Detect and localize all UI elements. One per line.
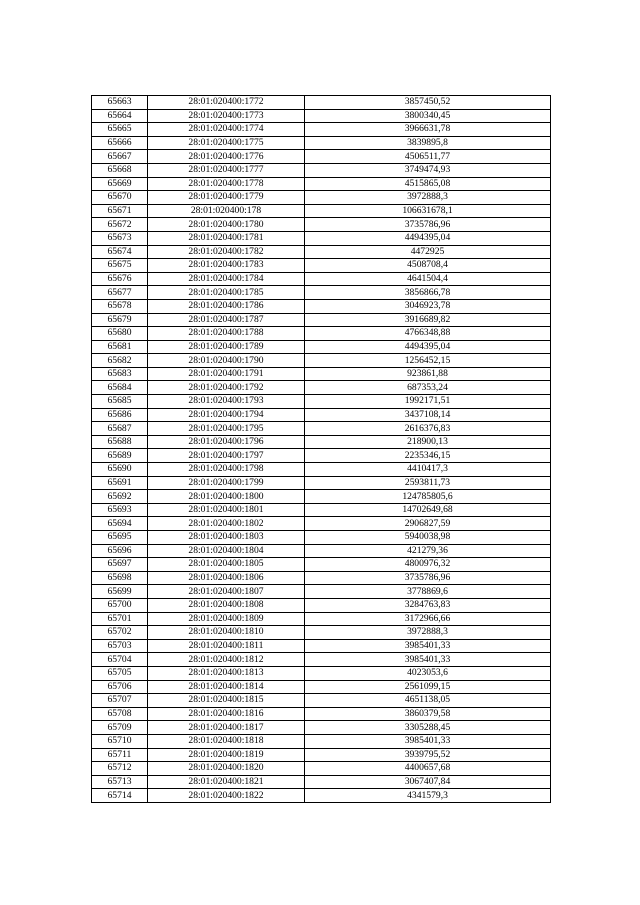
row-number-cell: 65672 [92,218,148,232]
value-cell: 3856866,78 [305,286,551,300]
table-row [92,571,551,585]
value-cell: 2235346,15 [305,449,551,463]
table-row [92,463,551,477]
value-cell: 4410417,3 [305,463,551,477]
cadastral-number-cell: 28:01:020400:1791 [148,367,305,381]
table-row [92,218,551,232]
cadastral-number-cell: 28:01:020400:1774 [148,123,305,137]
cadastral-number-cell: 28:01:020400:1775 [148,136,305,150]
value-cell: 4341579,3 [305,789,551,803]
row-number-cell: 65668 [92,163,148,177]
value-cell: 3749474,93 [305,163,551,177]
table-row [92,666,551,680]
value-cell: 4800976,32 [305,558,551,572]
row-number-cell: 65686 [92,408,148,422]
table-row [92,245,551,259]
value-cell: 3437108,14 [305,408,551,422]
row-number-cell: 65678 [92,299,148,313]
table-row [92,558,551,572]
cadastral-number-cell: 28:01:020400:1793 [148,395,305,409]
value-cell: 4766348,88 [305,327,551,341]
row-number-cell: 65706 [92,680,148,694]
cadastral-number-cell: 28:01:020400:1773 [148,109,305,123]
cadastral-number-cell: 28:01:020400:1776 [148,150,305,164]
table-row [92,395,551,409]
value-cell: 3839895,8 [305,136,551,150]
row-number-cell: 65690 [92,463,148,477]
value-cell: 3966631,78 [305,123,551,137]
value-cell: 4508708,4 [305,259,551,273]
cadastral-number-cell: 28:01:020400:1785 [148,286,305,300]
cadastral-number-cell: 28:01:020400:1779 [148,191,305,205]
cadastral-number-cell: 28:01:020400:1794 [148,408,305,422]
row-number-cell: 65701 [92,612,148,626]
table-row [92,340,551,354]
cadastral-number-cell: 28:01:020400:1822 [148,789,305,803]
table-row [92,544,551,558]
table-row [92,748,551,762]
cadastral-number-cell: 28:01:020400:1783 [148,259,305,273]
table-row [92,639,551,653]
table-row [92,680,551,694]
cadastral-number-cell: 28:01:020400:1780 [148,218,305,232]
value-cell: 4494395,04 [305,340,551,354]
table-row [92,449,551,463]
table-row [92,422,551,436]
cadastral-number-cell: 28:01:020400:1804 [148,544,305,558]
table-row [92,653,551,667]
value-cell: 3985401,33 [305,639,551,653]
cadastral-number-cell: 28:01:020400:1802 [148,517,305,531]
value-cell: 3735786,96 [305,571,551,585]
value-cell: 2593811,73 [305,476,551,490]
table-row [92,96,551,110]
row-number-cell: 65670 [92,191,148,205]
cadastral-number-cell: 28:01:020400:1805 [148,558,305,572]
cadastral-number-cell: 28:01:020400:1789 [148,340,305,354]
row-number-cell: 65703 [92,639,148,653]
cadastral-number-cell: 28:01:020400:1788 [148,327,305,341]
cadastral-number-cell: 28:01:020400:1819 [148,748,305,762]
cadastral-number-cell: 28:01:020400:1786 [148,299,305,313]
row-number-cell: 65711 [92,748,148,762]
data-table [91,95,551,803]
table-row [92,721,551,735]
cadastral-number-cell: 28:01:020400:1808 [148,598,305,612]
cadastral-number-cell: 28:01:020400:1801 [148,503,305,517]
cadastral-number-cell: 28:01:020400:1777 [148,163,305,177]
row-number-cell: 65671 [92,204,148,218]
value-cell: 687353,24 [305,381,551,395]
value-cell: 3778869,6 [305,585,551,599]
table-row [92,694,551,708]
cadastral-number-cell: 28:01:020400:1814 [148,680,305,694]
table-row [92,150,551,164]
row-number-cell: 65692 [92,490,148,504]
cadastral-number-cell: 28:01:020400:1795 [148,422,305,436]
cadastral-number-cell: 28:01:020400:1787 [148,313,305,327]
cadastral-number-cell: 28:01:020400:1813 [148,666,305,680]
row-number-cell: 65699 [92,585,148,599]
table-row [92,531,551,545]
value-cell: 4494395,04 [305,231,551,245]
value-cell: 218900,13 [305,435,551,449]
value-cell: 106631678,1 [305,204,551,218]
row-number-cell: 65689 [92,449,148,463]
value-cell: 3284763,83 [305,598,551,612]
value-cell: 3985401,33 [305,653,551,667]
row-number-cell: 65702 [92,626,148,640]
table-row [92,367,551,381]
table-row [92,789,551,803]
row-number-cell: 65705 [92,666,148,680]
cadastral-number-cell: 28:01:020400:1781 [148,231,305,245]
value-cell: 3046923,78 [305,299,551,313]
cadastral-number-cell: 28:01:020400:1818 [148,734,305,748]
cadastral-number-cell: 28:01:020400:1798 [148,463,305,477]
table-row [92,231,551,245]
cadastral-number-cell: 28:01:020400:1790 [148,354,305,368]
value-cell: 923861,88 [305,367,551,381]
table-row [92,354,551,368]
cadastral-number-cell: 28:01:020400:1803 [148,531,305,545]
cadastral-number-cell: 28:01:020400:1772 [148,96,305,110]
table-row [92,299,551,313]
table-row [92,286,551,300]
row-number-cell: 65674 [92,245,148,259]
table-row [92,626,551,640]
value-cell: 3860379,58 [305,707,551,721]
value-cell: 1992171,51 [305,395,551,409]
value-cell: 4515865,08 [305,177,551,191]
row-number-cell: 65708 [92,707,148,721]
table-row [92,191,551,205]
cadastral-number-cell: 28:01:020400:1816 [148,707,305,721]
table-row [92,476,551,490]
row-number-cell: 65710 [92,734,148,748]
cadastral-number-cell: 28:01:020400:1784 [148,272,305,286]
row-number-cell: 65673 [92,231,148,245]
table-row [92,177,551,191]
value-cell: 2616376,83 [305,422,551,436]
document-page [91,95,550,803]
value-cell: 124785805,6 [305,490,551,504]
row-number-cell: 65697 [92,558,148,572]
cadastral-number-cell: 28:01:020400:1812 [148,653,305,667]
value-cell: 1256452,15 [305,354,551,368]
cadastral-number-cell: 28:01:020400:1782 [148,245,305,259]
table-row [92,272,551,286]
table-row [92,163,551,177]
table-row [92,204,551,218]
value-cell: 3916689,82 [305,313,551,327]
row-number-cell: 65709 [92,721,148,735]
row-number-cell: 65693 [92,503,148,517]
cadastral-number-cell: 28:01:020400:1820 [148,762,305,776]
cadastral-number-cell: 28:01:020400:1800 [148,490,305,504]
table-row [92,612,551,626]
value-cell: 5940038,98 [305,531,551,545]
row-number-cell: 65685 [92,395,148,409]
value-cell: 4400657,68 [305,762,551,776]
value-cell: 421279,36 [305,544,551,558]
cadastral-number-cell: 28:01:020400:178 [148,204,305,218]
cadastral-number-cell: 28:01:020400:1821 [148,775,305,789]
table-row [92,123,551,137]
row-number-cell: 65707 [92,694,148,708]
row-number-cell: 65682 [92,354,148,368]
row-number-cell: 65713 [92,775,148,789]
table-row [92,707,551,721]
value-cell: 4651138,05 [305,694,551,708]
value-cell: 14702649,68 [305,503,551,517]
cadastral-number-cell: 28:01:020400:1807 [148,585,305,599]
row-number-cell: 65704 [92,653,148,667]
row-number-cell: 65691 [92,476,148,490]
row-number-cell: 65684 [92,381,148,395]
table-row [92,734,551,748]
value-cell: 3305288,45 [305,721,551,735]
table-row [92,408,551,422]
table-row [92,762,551,776]
table-row [92,313,551,327]
cadastral-number-cell: 28:01:020400:1797 [148,449,305,463]
value-cell: 4641504,4 [305,272,551,286]
row-number-cell: 65664 [92,109,148,123]
row-number-cell: 65681 [92,340,148,354]
cadastral-number-cell: 28:01:020400:1817 [148,721,305,735]
value-cell: 4023053,6 [305,666,551,680]
table-row [92,136,551,150]
table-row [92,327,551,341]
row-number-cell: 65680 [92,327,148,341]
value-cell: 2561099,15 [305,680,551,694]
cadastral-number-cell: 28:01:020400:1799 [148,476,305,490]
row-number-cell: 65714 [92,789,148,803]
row-number-cell: 65676 [92,272,148,286]
cadastral-number-cell: 28:01:020400:1815 [148,694,305,708]
row-number-cell: 65669 [92,177,148,191]
value-cell: 3735786,96 [305,218,551,232]
value-cell: 3985401,33 [305,734,551,748]
row-number-cell: 65665 [92,123,148,137]
value-cell: 3939795,52 [305,748,551,762]
table-row [92,381,551,395]
table-row [92,775,551,789]
value-cell: 3972888,3 [305,191,551,205]
table-row [92,109,551,123]
table-row [92,259,551,273]
row-number-cell: 65688 [92,435,148,449]
table-row [92,585,551,599]
table-row [92,517,551,531]
cadastral-number-cell: 28:01:020400:1809 [148,612,305,626]
row-number-cell: 65687 [92,422,148,436]
row-number-cell: 65663 [92,96,148,110]
row-number-cell: 65694 [92,517,148,531]
row-number-cell: 65666 [92,136,148,150]
value-cell: 3067407,84 [305,775,551,789]
cadastral-number-cell: 28:01:020400:1792 [148,381,305,395]
cadastral-number-cell: 28:01:020400:1811 [148,639,305,653]
cadastral-number-cell: 28:01:020400:1796 [148,435,305,449]
table-row [92,503,551,517]
row-number-cell: 65667 [92,150,148,164]
row-number-cell: 65677 [92,286,148,300]
value-cell: 3857450,52 [305,96,551,110]
table-row [92,435,551,449]
row-number-cell: 65675 [92,259,148,273]
row-number-cell: 65712 [92,762,148,776]
cadastral-number-cell: 28:01:020400:1806 [148,571,305,585]
row-number-cell: 65679 [92,313,148,327]
value-cell: 4472925 [305,245,551,259]
row-number-cell: 65698 [92,571,148,585]
row-number-cell: 65700 [92,598,148,612]
table-row [92,598,551,612]
table-row [92,490,551,504]
value-cell: 3800340,45 [305,109,551,123]
value-cell: 3972888,3 [305,626,551,640]
row-number-cell: 65695 [92,531,148,545]
row-number-cell: 65696 [92,544,148,558]
table-body [92,96,551,803]
value-cell: 3172966,66 [305,612,551,626]
value-cell: 2906827,59 [305,517,551,531]
value-cell: 4506511,77 [305,150,551,164]
cadastral-number-cell: 28:01:020400:1810 [148,626,305,640]
cadastral-number-cell: 28:01:020400:1778 [148,177,305,191]
row-number-cell: 65683 [92,367,148,381]
